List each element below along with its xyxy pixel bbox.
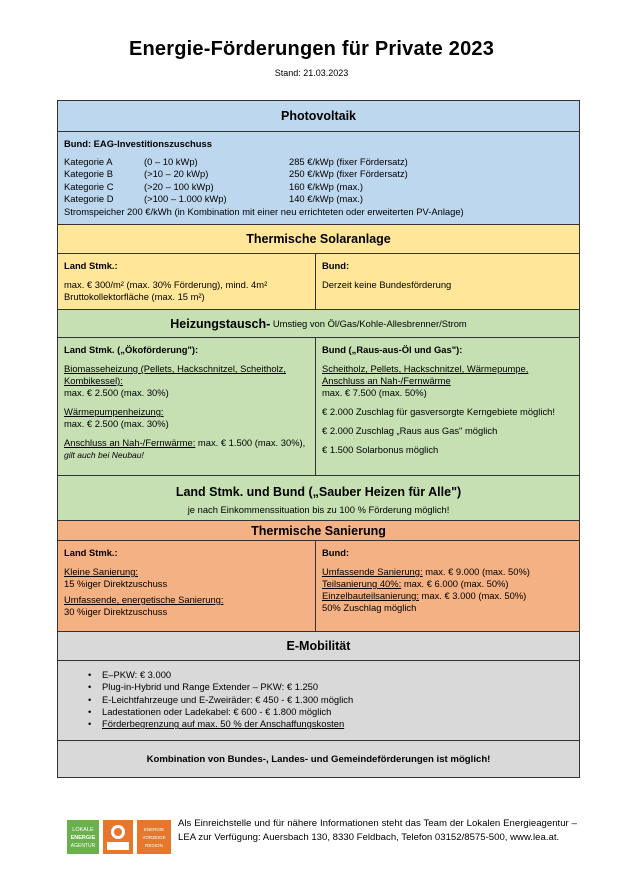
sauber-heading: Land Stmk. und Bund („Sauber Heizen für Alle"): [175, 485, 462, 499]
range: (>10 – 20 kWp): [144, 168, 209, 180]
rate: 140 €/kWp (max.): [289, 193, 363, 205]
sanierung-bund: [316, 541, 579, 631]
section-heading: Thermische Sanierung: [58, 521, 579, 541]
biomasse-value: max. € 2.500 (max. 30%): [64, 387, 169, 398]
bund-umfassend: [322, 566, 573, 578]
bund-umfassend-label: Umfassende Sanierung:: [322, 566, 423, 577]
bund-label: Bund („Raus-aus-Öl und Gas"):: [322, 344, 463, 355]
stand-date: Stand: 21.03.2023: [274, 68, 349, 78]
kombination-text: Kombination von Bundes-, Landes- und Gemeindeförderungen ist möglich!: [146, 753, 491, 765]
pv-row: [64, 181, 573, 194]
range: (0 – 10 kWp): [144, 155, 198, 167]
bund-einzel: [322, 590, 573, 602]
page-title: Energie-Förderungen für Private 2023: [128, 38, 495, 60]
bund-teil-value: max. € 6.000 (max. 50%): [401, 578, 509, 589]
bund-zuschlag: 50% Zuschlag möglich: [322, 602, 417, 613]
range: (>20 – 100 kWp): [144, 180, 214, 192]
section-sanierung: [58, 521, 579, 632]
funding-table: [57, 100, 580, 778]
bund-einzel-label: Einzelbauteilsanierung:: [322, 590, 419, 601]
heizung-bund: [316, 338, 579, 475]
waermepumpe-label: Wärmepumpenheizung:: [64, 406, 164, 417]
list-item: • E-Leichtfahrzeuge und E-Zweiräder: € 450 - € 1.300 möglich: [88, 694, 579, 706]
logo1-line2: ENERGIE: [70, 835, 96, 841]
umfassende-sanierung-value: 30 %iger Direktzuschuss: [64, 606, 168, 617]
logo1-line3: AGENTUR: [70, 843, 96, 849]
sauber-sub: je nach Einkommenssituation bis zu 100 % Förderung möglich!: [187, 504, 450, 515]
fernwaerme-value: max. € 1.500 (max. 30%),: [195, 437, 308, 448]
section-heizungstausch: [58, 310, 579, 476]
list-item: • Förderbegrenzung auf max. 50 % der Anschaffungskosten: [88, 718, 579, 730]
kleine-sanierung-label: Kleine Sanierung:: [64, 566, 139, 577]
logo2-line1: ENERGIE: [143, 827, 165, 832]
land-label: Land Stmk.:: [64, 547, 118, 558]
rate: 250 €/kWp (fixer Fördersatz): [289, 168, 408, 180]
footer-text: Als Einreichstelle und für nähere Informationen steht das Team der Lokalen Energieagentur – LEA zur Verfügung: Auersbach 130, 8330 Feldbach, Telefon 03152/8575-500, www.lea.at.: [178, 818, 577, 843]
pv-row: [64, 156, 573, 169]
section-heading: [58, 310, 579, 338]
bund-heating-value: max. € 7.500 (max. 50%): [322, 387, 427, 398]
range: (>100 – 1.000 kWp): [144, 193, 227, 205]
section-photovoltaik: [58, 101, 579, 225]
section-heading: E-Mobilität: [58, 632, 579, 661]
list-item: • Ladestationen oder Ladekabel: € 600 - € 1.800 möglich: [88, 706, 579, 718]
section-heading: Photovoltaik: [58, 101, 579, 132]
heizung-heading-sub: Umstieg von Öl/Gas/Kohle-Allesbrenner/Strom: [270, 318, 467, 329]
bund-umfassend-value: max. € 9.000 (max. 50%): [422, 566, 530, 577]
solar-land: [58, 254, 316, 309]
waermepumpe-value: max. € 2.500 (max. 30%): [64, 418, 169, 429]
heizung-heading: Heizungstausch-: [170, 316, 271, 331]
kleine-sanierung-value: 15 %iger Direktzuschuss: [64, 578, 168, 589]
bund-text: Derzeit keine Bundesförderung: [322, 279, 452, 290]
fernwaerme-label: Anschluss an Nah-/Fernwärme:: [64, 437, 196, 448]
section-emobilitaet: [58, 632, 579, 741]
section-sauber-heizen: [58, 476, 579, 521]
logo2-line3: REGION: [145, 843, 163, 848]
section-solaranlage: [58, 225, 579, 310]
bund-solarbonus: € 1.500 Solarbonus möglich: [322, 444, 439, 455]
logo2-line2: VORZEIGE: [142, 835, 166, 840]
lea-logo: [67, 820, 171, 859]
heizung-land: [58, 338, 316, 475]
lea-logo-icon: [67, 820, 171, 854]
bund-teil: [322, 578, 573, 590]
emob-list: [58, 661, 579, 730]
solar-bund: [316, 254, 579, 309]
bund-zuschlag-gas: € 2.000 Zuschlag für gasversorgte Kerngebiete möglich!: [322, 406, 555, 417]
land-text: max. € 300/m² (max. 30% Förderung), mind. 4m² Bruttokollektorfläche (max. 15 m²): [64, 279, 268, 302]
list-item: • Plug-in-Hybrid und Range Extender – PKW: € 1.250: [88, 681, 579, 693]
kategorie: Kategorie B: [64, 168, 113, 180]
land-label: Land Stmk.:: [64, 260, 118, 271]
pv-bund-label: Bund: EAG-Investitionszuschuss: [64, 138, 212, 149]
rate: 285 €/kWp (fixer Fördersatz): [289, 155, 408, 167]
bund-zuschlag-raus: € 2.000 Zuschlag „Raus aus Gas" möglich: [322, 425, 498, 436]
biomasse-label: Biomasseheizung (Pellets, Hackschnitzel, Scheitholz, Kombikessel):: [64, 363, 286, 386]
bund-einzel-value: max. € 3.000 (max. 50%): [418, 590, 527, 601]
kategorie: Kategorie D: [64, 193, 114, 205]
bund-teil-label: Teilsanierung 40%:: [322, 578, 402, 589]
land-label: Land Stmk. („Ökoförderung"):: [64, 344, 199, 355]
fernwaerme-note: gilt auch bei Neubau!: [64, 450, 144, 460]
kategorie: Kategorie C: [64, 180, 114, 192]
sanierung-land: [58, 541, 316, 631]
section-kombination: [58, 741, 579, 777]
pv-row: [64, 168, 573, 181]
section-heading: Thermische Solaranlage: [58, 225, 579, 254]
kategorie: Kategorie A: [64, 155, 113, 167]
pv-body: [58, 132, 579, 225]
pv-speicher: Stromspeicher 200 €/kWh (in Kombination mit einer neu errichteten oder erweiterten PV-Anlage): [64, 205, 464, 217]
fernwaerme-entry: [64, 437, 309, 461]
umfassende-sanierung-label: Umfassende, energetische Sanierung:: [64, 594, 224, 605]
bund-label: Bund:: [322, 547, 350, 558]
bund-label: Bund:: [322, 260, 350, 271]
pv-row: [64, 193, 573, 206]
bund-heating-types: Scheitholz, Pellets, Hackschnitzel, Wärmepumpe, Anschluss an Nah-/Fernwärme: [322, 363, 529, 386]
list-item: • E–PKW: € 3.000: [88, 669, 579, 681]
rate: 160 €/kWp (max.): [289, 180, 363, 192]
logo1-line1: LOKALE: [72, 827, 94, 833]
